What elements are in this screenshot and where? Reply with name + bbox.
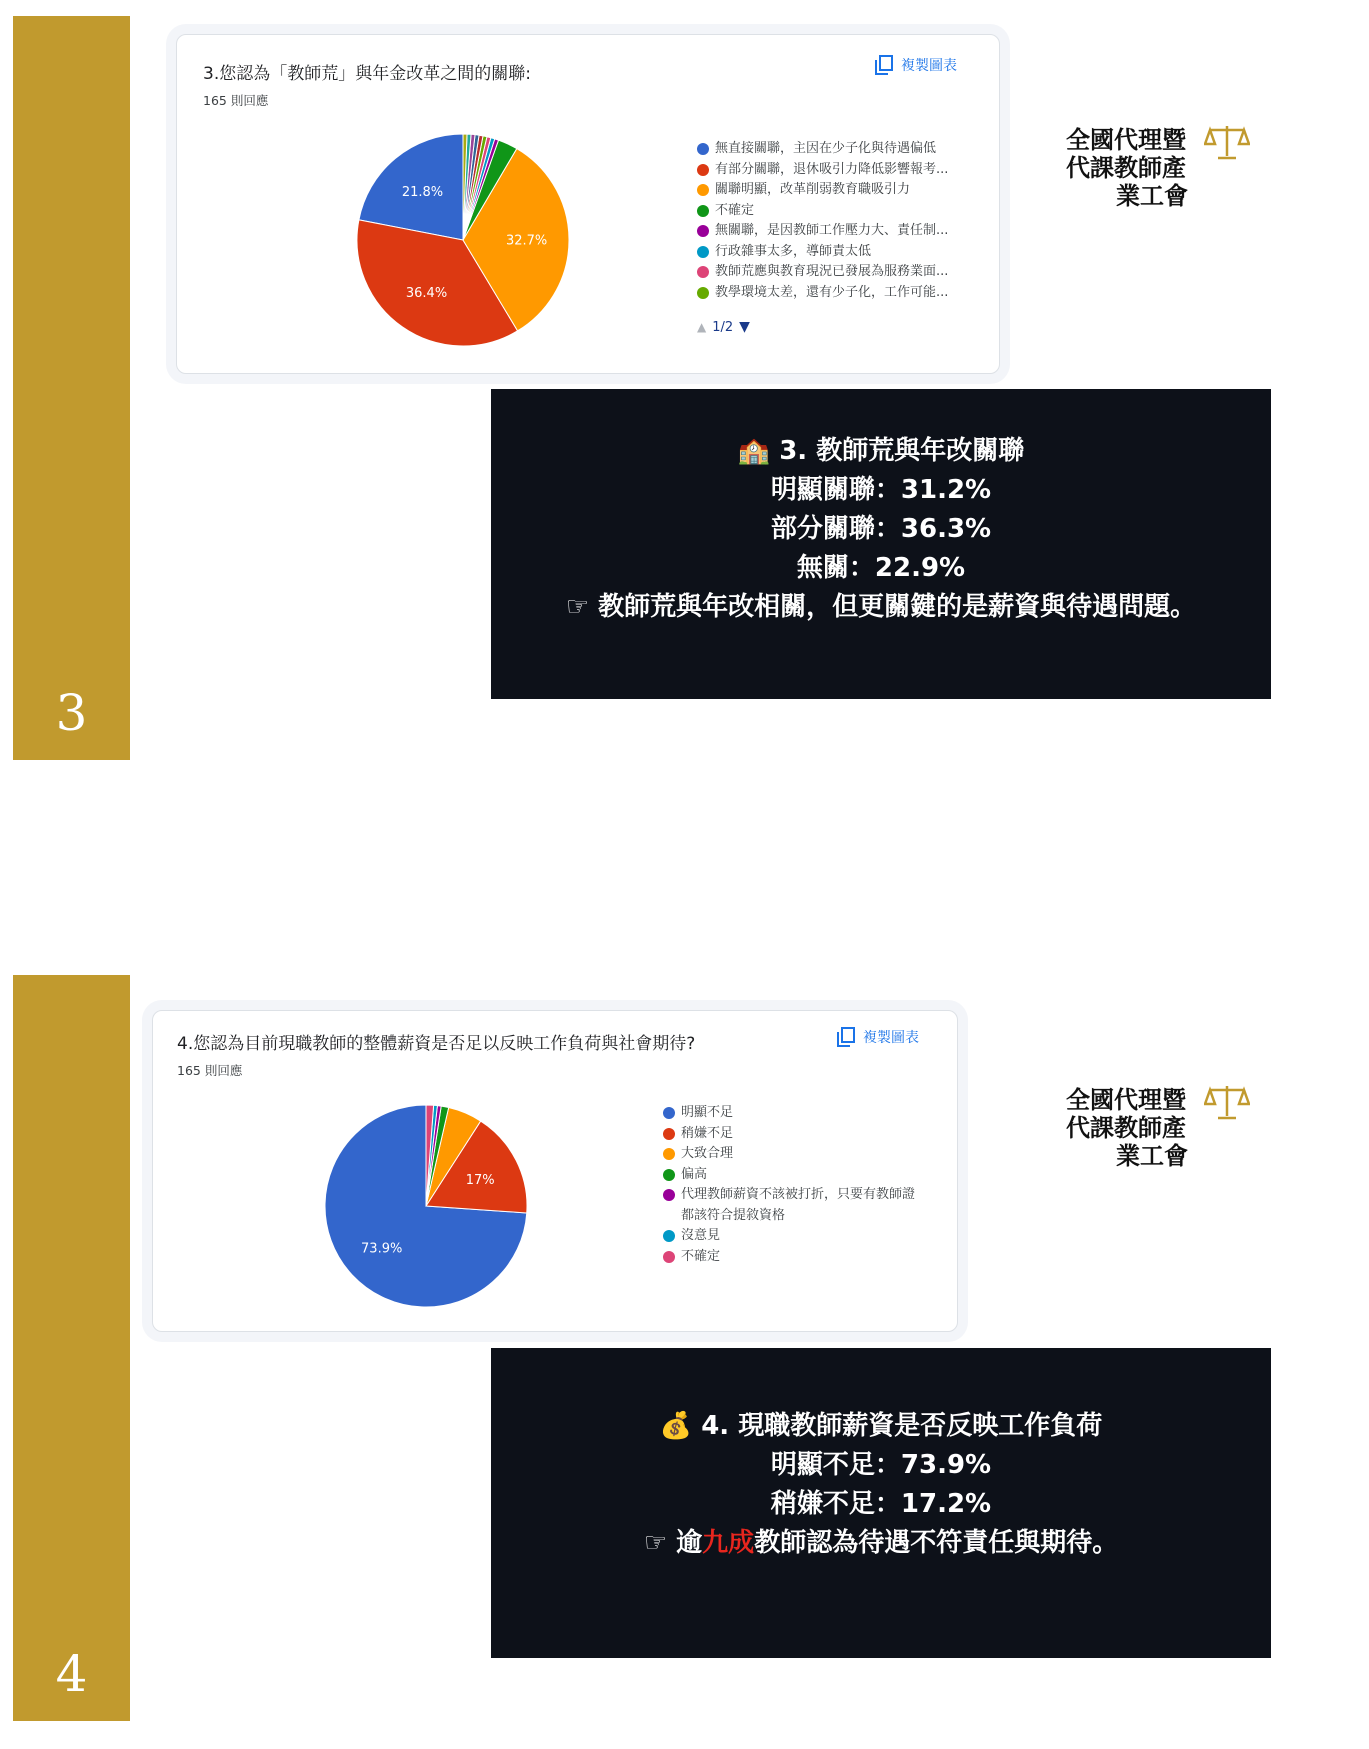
legend-swatch	[697, 205, 709, 217]
legend-item	[663, 1103, 923, 1124]
page-number: 3	[55, 684, 88, 742]
response-count: 165 則回應	[177, 1063, 243, 1078]
legend-item	[697, 262, 948, 283]
chart-legend-2	[663, 1103, 923, 1267]
legend-swatch	[663, 1107, 675, 1119]
chart-card-1	[176, 34, 1000, 374]
legend-label: 行政雜事太多，導師責太低	[715, 243, 872, 259]
copy-icon	[837, 1027, 855, 1047]
legend-label: 稍嫌不足	[681, 1125, 734, 1141]
pointing-hand-icon: ☞	[565, 592, 590, 622]
legend-item	[663, 1247, 923, 1268]
legend-label: 沒意見	[681, 1228, 721, 1243]
legend-swatch	[697, 164, 709, 176]
chart-question: 3.您認為「教師荒」與年金改革之間的關聯:	[203, 64, 531, 84]
legend-swatch	[663, 1230, 675, 1242]
page-number: 4	[55, 1645, 88, 1703]
legend-item	[663, 1226, 923, 1247]
legend-label: 關聯明顯，改革削弱教育職吸引力	[715, 182, 911, 197]
pie-data-label: 32.7%	[505, 233, 548, 249]
copy-chart-label: 複製圖表	[901, 58, 957, 74]
legend-item	[697, 242, 948, 263]
pager-label: 1/2	[712, 319, 734, 335]
legend-label: 教師荒應與教育現況已發展為服務業面...	[715, 264, 949, 279]
summary-conclusion: ☞ 教師荒與年改相關，但更關鍵的是薪資與待遇問題。	[565, 592, 1197, 622]
chart-card-2	[152, 1010, 958, 1332]
legend-swatch	[663, 1169, 675, 1181]
legend-label: 教學環境太差，還有少子化，工作可能...	[715, 284, 949, 300]
union-name-2: 全國代理暨 代課教師產 業工會	[1066, 1085, 1188, 1170]
summary-conclusion: ☞ 逾九成教師認為待遇不符責任與期待。	[643, 1528, 1119, 1558]
legend-label: 有部分關聯，退休吸引力降低影響報考...	[715, 161, 949, 177]
legend-label: 代理教師薪資不該被打折，只要有教師證都該符合提敘資格	[681, 1187, 916, 1223]
pie-data-label: 17%	[465, 1172, 495, 1188]
pie-data-label: 36.4%	[405, 286, 448, 302]
legend-swatch	[663, 1251, 675, 1263]
slide-3-accent-bar	[13, 16, 130, 760]
summary-box-1	[491, 389, 1271, 699]
summary-title: 🏫 3. 教師荒與年改關聯	[737, 436, 1025, 466]
chart-legend-1	[697, 139, 948, 303]
pie-data-label: 73.9%	[361, 1241, 403, 1257]
pager-down-icon[interactable]: ▼	[739, 319, 750, 335]
copy-icon	[875, 55, 893, 75]
copy-chart-button[interactable]	[837, 1027, 919, 1047]
pager-up-icon[interactable]: ▲	[697, 320, 707, 334]
legend-label: 大致合理	[681, 1146, 734, 1161]
summary-line: 無關：22.9%	[796, 553, 966, 583]
legend-pager[interactable]	[697, 319, 750, 335]
legend-swatch	[663, 1189, 675, 1201]
copy-chart-button[interactable]	[875, 55, 957, 75]
legend-swatch	[697, 266, 709, 278]
copy-chart-label: 複製圖表	[863, 1030, 919, 1046]
school-icon: 🏫	[737, 436, 771, 466]
summary-line: 明顯關聯：31.2%	[770, 475, 992, 505]
legend-swatch	[697, 246, 709, 258]
summary-title: 💰 4. 現職教師薪資是否反映工作負荷	[659, 1411, 1103, 1441]
pie-chart-2	[321, 1101, 531, 1311]
legend-item	[697, 201, 948, 222]
legend-label: 無直接關聯，主因在少子化與待遇偏低	[715, 141, 937, 156]
summary-box-2	[491, 1348, 1271, 1658]
response-count: 165 則回應	[203, 93, 269, 108]
legend-item	[697, 180, 948, 201]
pointing-hand-icon: ☞	[643, 1528, 668, 1558]
legend-item	[663, 1185, 923, 1226]
legend-label: 偏高	[681, 1166, 708, 1182]
legend-label: 無關聯，是因教師工作壓力大、責任制...	[715, 223, 949, 238]
pie-data-label: 21.8%	[401, 184, 444, 200]
summary-line: 部分關聯：36.3%	[770, 514, 992, 544]
pie-chart-1	[353, 130, 573, 350]
legend-swatch	[697, 225, 709, 237]
legend-item	[697, 139, 948, 160]
slide-4-accent-bar	[13, 975, 130, 1721]
scales-icon	[1204, 1082, 1250, 1122]
legend-swatch	[697, 184, 709, 196]
legend-label: 不確定	[715, 202, 755, 218]
chart-question: 4.您認為目前現職教師的整體薪資是否足以反映工作負荷與社會期待?	[177, 1034, 696, 1054]
legend-item	[697, 221, 948, 242]
legend-swatch	[697, 143, 709, 155]
legend-swatch	[663, 1148, 675, 1160]
summary-line: 稍嫌不足：17.2%	[770, 1489, 992, 1519]
legend-item	[663, 1165, 923, 1186]
money-bag-icon: 💰	[659, 1411, 693, 1441]
legend-item	[663, 1144, 923, 1165]
legend-item	[663, 1124, 923, 1145]
legend-item	[697, 283, 948, 304]
union-name-1: 全國代理暨 代課教師產 業工會	[1066, 125, 1188, 210]
legend-swatch	[663, 1128, 675, 1140]
summary-line: 明顯不足：73.9%	[770, 1450, 992, 1480]
scales-icon	[1204, 122, 1250, 162]
legend-item	[697, 160, 948, 181]
legend-swatch	[697, 287, 709, 299]
legend-label: 明顯不足	[681, 1105, 734, 1120]
legend-label: 不確定	[681, 1248, 721, 1264]
